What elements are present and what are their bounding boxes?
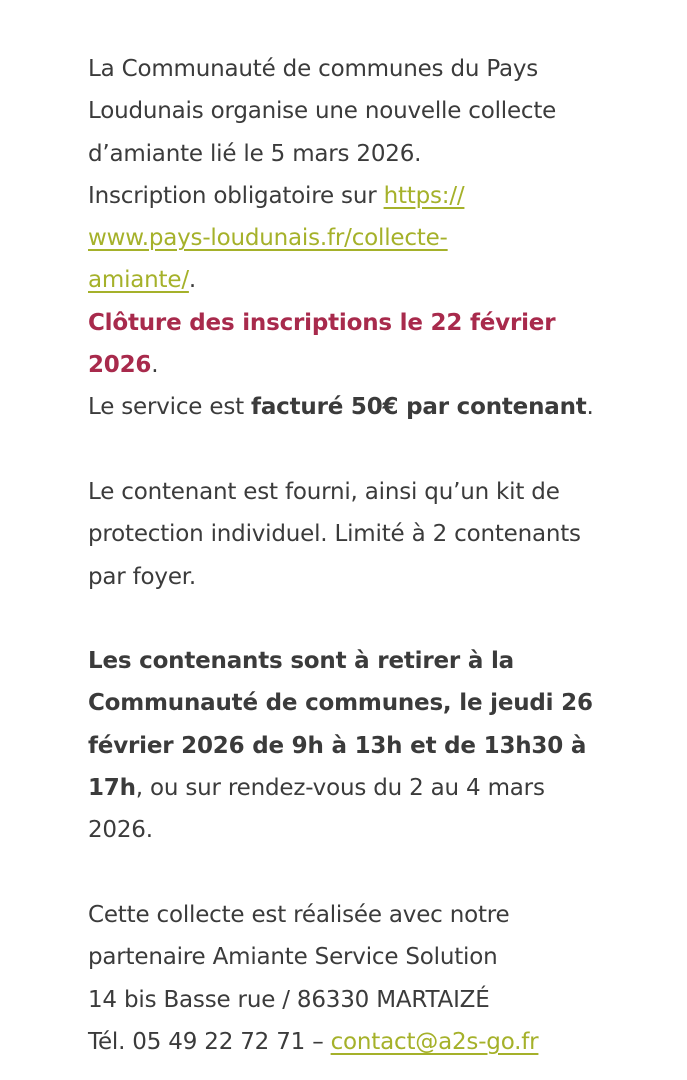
pickup-line-2: Communauté de communes, le jeudi 26: [88, 690, 593, 717]
intro-line-1: La Communauté de communes du Pays: [88, 56, 539, 82]
inscription-line-2: [88, 217, 608, 259]
inscription-suffix: .: [188, 267, 197, 294]
pickup-line-5: 2026.: [88, 817, 153, 844]
inscription-line-1: [88, 175, 608, 217]
service-suffix: .: [586, 394, 594, 421]
paragraph-spacer: [88, 598, 608, 640]
closing-date-text: Clôture des inscriptions le 22 février: [88, 309, 556, 336]
article-body: [88, 48, 608, 1063]
partner-line-2: partenaire Amiante Service Solution: [88, 944, 498, 971]
paragraph-spacer: [88, 429, 608, 471]
pickup-line-4: [88, 767, 608, 809]
registration-link-part-3[interactable]: amiante/: [88, 267, 189, 294]
registration-link-part-1[interactable]: https://: [383, 182, 465, 209]
intro-line-2: Loudunais organise une nouvelle collecte: [88, 98, 557, 125]
partner-contact-line: [88, 1021, 608, 1063]
container-line-1: Le contenant est fourni, ainsi qu’un kit de: [88, 478, 560, 505]
pickup-appointment: , ou sur rendez-vous du 2 au 4 mars: [135, 775, 545, 802]
service-price: facturé 50€ par contenant: [251, 394, 587, 421]
service-line: [88, 386, 608, 428]
inscription-prefix: Inscription obligatoire sur: [88, 182, 384, 209]
pickup-line-1: Les contenants sont à retirer à la: [88, 648, 514, 675]
paragraph-spacer: [88, 852, 608, 894]
container-line-3: par foyer.: [88, 563, 197, 590]
partner-email-link[interactable]: contact@a2s-go.fr: [330, 1028, 539, 1055]
container-line-2: protection individuel. Limité à 2 contenants: [88, 521, 581, 548]
inscription-line-3: [88, 259, 608, 301]
closing-year-text: 2026: [88, 352, 152, 379]
closing-line-2: [88, 344, 608, 386]
partner-phone: Tél. 05 49 22 72 71 –: [88, 1028, 331, 1055]
intro-line-3: d’amiante lié le 5 mars 2026.: [88, 140, 422, 167]
pickup-end-hour: 17h: [88, 775, 136, 802]
service-prefix: Le service est: [88, 394, 252, 421]
closing-line-1: [88, 302, 608, 344]
partner-address: 14 bis Basse rue / 86330 MARTAIZÉ: [88, 986, 490, 1013]
registration-link-part-2[interactable]: www.pays-loudunais.fr/collecte-: [88, 225, 448, 252]
closing-suffix: .: [151, 352, 159, 379]
partner-line-1: Cette collecte est réalisée avec notre: [88, 901, 510, 928]
pickup-line-3: février 2026 de 9h à 13h et de 13h30 à: [88, 732, 587, 759]
